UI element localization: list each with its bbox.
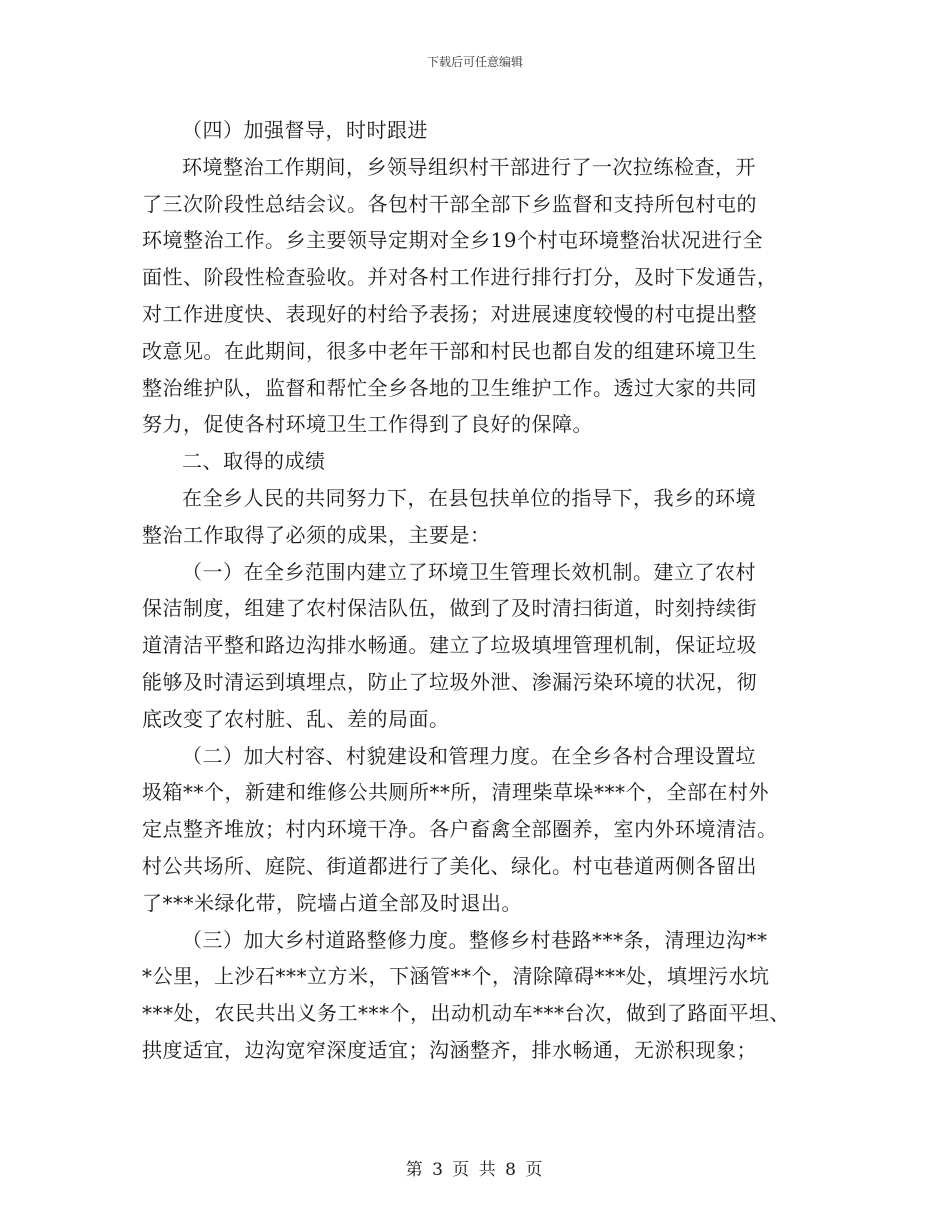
achievement-item-1: （一）在全乡范围内建立了环境卫生管理长效机制。建立了农村 保洁制度，组建了农村保洁队伍，做到了及时清扫街道，时刻持续街 道清洁平整和路边沟排水畅通。建立了垃圾填埋管理机制，保证垃圾 能够及时清运到填埋点，防止了垃圾外泄、渗漏污染环境的状况，彻 底改变了农村脏、乱、差的局面。 — [142, 559, 757, 731]
page-header: 下载后可任意编辑 — [426, 55, 523, 69]
part-2-intro: 在全乡人民的共同努力下，在县包扶单位的指导下，我乡的环境 整治工作取得了必须的成果，主要是： — [142, 485, 756, 547]
section-4-paragraph: 环境整治工作期间，乡领导组织村干部进行了一次拉练检查，开 了三次阶段性总结会议。各包村干部全部下乡监督和支持所包村屯的 环境整治工作。乡主要领导定期对全乡19个村屯环境整治状况进行全 面性、阶段性检查验收。并对各村工作进行排行打分，及时下发通告， 对工作进度快、表现好的村给予表扬；对进展速度较慢的村屯提出整 改意见。在此期间，很多中老年干部和村民也都自发的组建环境卫生 整治维护队，监督和帮忙全乡各地的卫生维护工作。透过大家的共同 努力，促使各村环境卫生工作得到了良好的保障。 — [142, 154, 778, 437]
page-number: 第 3 页 共 8 页 — [405, 1160, 545, 1180]
part-2-title: 二、取得的成绩 — [182, 449, 326, 474]
document-body — [142, 112, 808, 1069]
section-4-title: （四）加强督导，时时跟进 — [182, 118, 428, 142]
achievement-item-2: （二）加大村容、村貌建设和管理力度。在全乡各村合理设置垃 圾箱**个，新建和维修公共厕所**所，清理柴草垛***个，全部在村外 定点整齐堆放；村内环境干净。各户畜禽全部圈养，室内外环境清洁。 村公共场所、庭院、街道都进行了美化、绿化。村屯巷道两侧各留出 了***米绿化带，院墙占道全部及时退出。 — [142, 743, 778, 915]
achievement-item-3: （三）加大乡村道路整修力度。整修乡村巷路***条，清理边沟** *公里，上沙石***立方米，下涵管**个，清除障碍***处，填埋污水坑 ***处，农民共出义务工***个，出动机动车***台次，做到了路面平坦、 拱度适宜，边沟宽窄深度适宜；沟涵整齐，排水畅通，无淤积现象； — [142, 927, 790, 1062]
